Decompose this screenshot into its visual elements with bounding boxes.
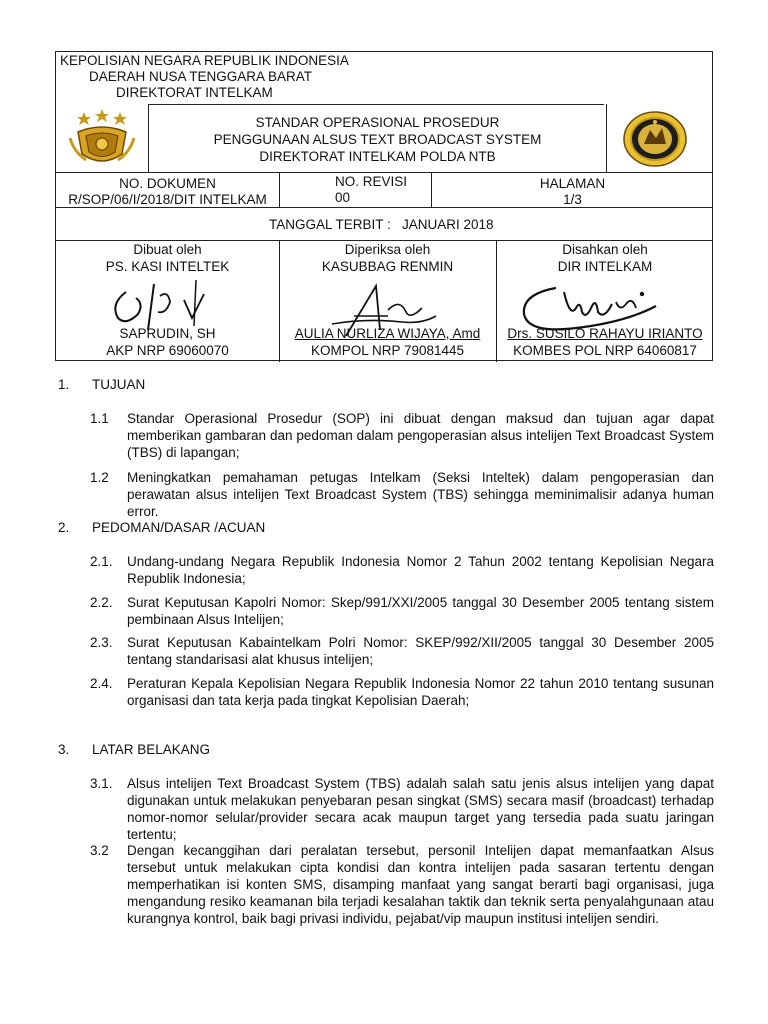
signatory-1-name: SAPRUDIN, SH bbox=[119, 326, 216, 341]
sop-title-line-2: PENGGUNAAN ALSUS TEXT BROADCAST SYSTEM bbox=[213, 132, 542, 147]
sop-title-line-3: DIREKTORAT INTELKAM POLDA NTB bbox=[259, 149, 496, 164]
revision-value: 00 bbox=[335, 190, 351, 205]
divider bbox=[148, 104, 604, 105]
signatory-1-position: PS. KASI INTELTEK bbox=[105, 259, 230, 274]
signatory-2-rank: KOMPOL NRP 79081445 bbox=[310, 343, 465, 358]
page-label: HALAMAN bbox=[539, 176, 606, 191]
item-text: Standar Operasional Prosedur (SOP) ini dibuat dengan maksud dan tujuan agar dapat memberikan gambaran dan pedoman dalam pengoperasian alsus intelijen Text Broadcast System (TBS) di lapangan; bbox=[127, 411, 714, 460]
issue-date-label: TANGGAL TERBIT : bbox=[269, 217, 391, 232]
section-number: 1. bbox=[58, 377, 70, 392]
police-emblem-logo bbox=[64, 108, 140, 170]
revision-label: NO. REVISI bbox=[335, 174, 408, 189]
signatory-1-signature bbox=[96, 274, 236, 334]
issue-date-value: JANUARI 2018 bbox=[402, 217, 494, 232]
item-number: 1.1 bbox=[90, 411, 109, 426]
item-text: Alsus intelijen Text Broadcast System (TBS) adalah salah satu jenis alsus intelijen yang dapat digunakan untuk melakukan penyebaran pesan singkat (SMS) secara masif (broadcast) terhadap nomor-nomor selular/provider secara acak maupun target yang tersedia pada suatu jaringan tertentu; bbox=[127, 776, 714, 842]
item-number: 1.2 bbox=[90, 470, 109, 485]
item-text: Surat Keputusan Kapolri Nomor: Skep/991/XXI/2005 tanggal 30 Desember 2005 tentang sistem pembinaan Alsus Intelijen; bbox=[127, 595, 714, 627]
signatory-2-position: KASUBBAG RENMIN bbox=[321, 259, 454, 274]
item-text: Peraturan Kepala Kepolisian Negara Republik Indonesia Nomor 22 tahun 2010 tentang susunan organisasi dan tata kerja pada tingkat Kepolisian Daerah; bbox=[127, 676, 714, 708]
divider bbox=[279, 172, 280, 207]
signatory-1-role: Dibuat oleh bbox=[133, 242, 202, 257]
sop-title-line-1: STANDAR OPERASIONAL PROSEDUR bbox=[255, 115, 500, 130]
item-text: Undang-undang Negara Republik Indonesia Nomor 2 Tahun 2002 tentang Kepolisian Negara Republik Indonesia; bbox=[127, 554, 714, 586]
page-value: 1/3 bbox=[563, 192, 582, 207]
signatory-2-role: Diperiksa oleh bbox=[344, 242, 431, 257]
divider bbox=[56, 172, 712, 173]
divider bbox=[56, 240, 712, 241]
signatory-2-name: AULIA NURLIZA WIJAYA, Amd bbox=[294, 326, 481, 341]
org-line-1: KEPOLISIAN NEGARA REPUBLIK INDONESIA bbox=[60, 53, 349, 68]
intelkam-seal-logo bbox=[622, 110, 688, 168]
signatory-3-name: Drs. SUSILO RAHAYU IRIANTO bbox=[507, 326, 703, 341]
item-number: 2.1. bbox=[90, 554, 113, 569]
section-title: LATAR BELAKANG bbox=[92, 742, 211, 757]
item-number: 2.2. bbox=[90, 595, 113, 610]
sop-header-table bbox=[55, 51, 713, 361]
org-line-2: DAERAH NUSA TENGGARA BARAT bbox=[89, 69, 313, 84]
item-text: Surat Keputusan Kabaintelkam Polri Nomor: SKEP/992/XII/2005 tanggal 30 Desember 2005 tentang standarisasi alat khusus intelijen; bbox=[127, 635, 714, 667]
doc-number-label: NO. DOKUMEN bbox=[119, 176, 216, 191]
section-number: 2. bbox=[58, 520, 70, 535]
section-title: PEDOMAN/DASAR /ACUAN bbox=[92, 520, 266, 535]
doc-number-value: R/SOP/06/I/2018/DIT INTELKAM bbox=[68, 192, 267, 207]
item-number: 3.1. bbox=[90, 776, 113, 791]
org-line-3: DIREKTORAT INTELKAM bbox=[116, 85, 273, 100]
divider bbox=[606, 104, 607, 172]
signatory-1-rank: AKP NRP 69060070 bbox=[106, 343, 229, 358]
item-number: 2.4. bbox=[90, 676, 113, 691]
item-number: 2.3. bbox=[90, 635, 113, 650]
signatory-3-rank: KOMBES POL NRP 64060817 bbox=[513, 343, 697, 358]
section-title: TUJUAN bbox=[92, 377, 146, 392]
item-text: Meningkatkan pemahaman petugas Intelkam (Seksi Inteltek) dalam pengoperasian dan perawatan alsus intelijen Text Broadcast System (TBS) sehingga meminimalisir adanya human error. bbox=[127, 470, 714, 519]
signatory-3-role: Disahkan oleh bbox=[562, 242, 648, 257]
item-number: 3.2 bbox=[90, 843, 109, 858]
item-text: Dengan kecanggihan dari peralatan tersebut, personil Intelijen dapat memanfaatkan Alsus tersebut untuk melakukan cipta kondisi dan kontra intelijen pada sasaran tertentu dengan memperhatikan isi konten SMS, disamping manfaat yang sangat berarti bagi organisasi, juga mengandung resiko keamanan bila terjadi kesalahan taktik dan teknik serta penyalahgunaan atau kurangnya kontrol, baik bagi privasi individu, pejabat/vip maupun institusi intelijen sendiri. bbox=[127, 843, 714, 926]
signatory-3-position: DIR INTELKAM bbox=[557, 259, 653, 274]
section-number: 3. bbox=[58, 742, 70, 757]
